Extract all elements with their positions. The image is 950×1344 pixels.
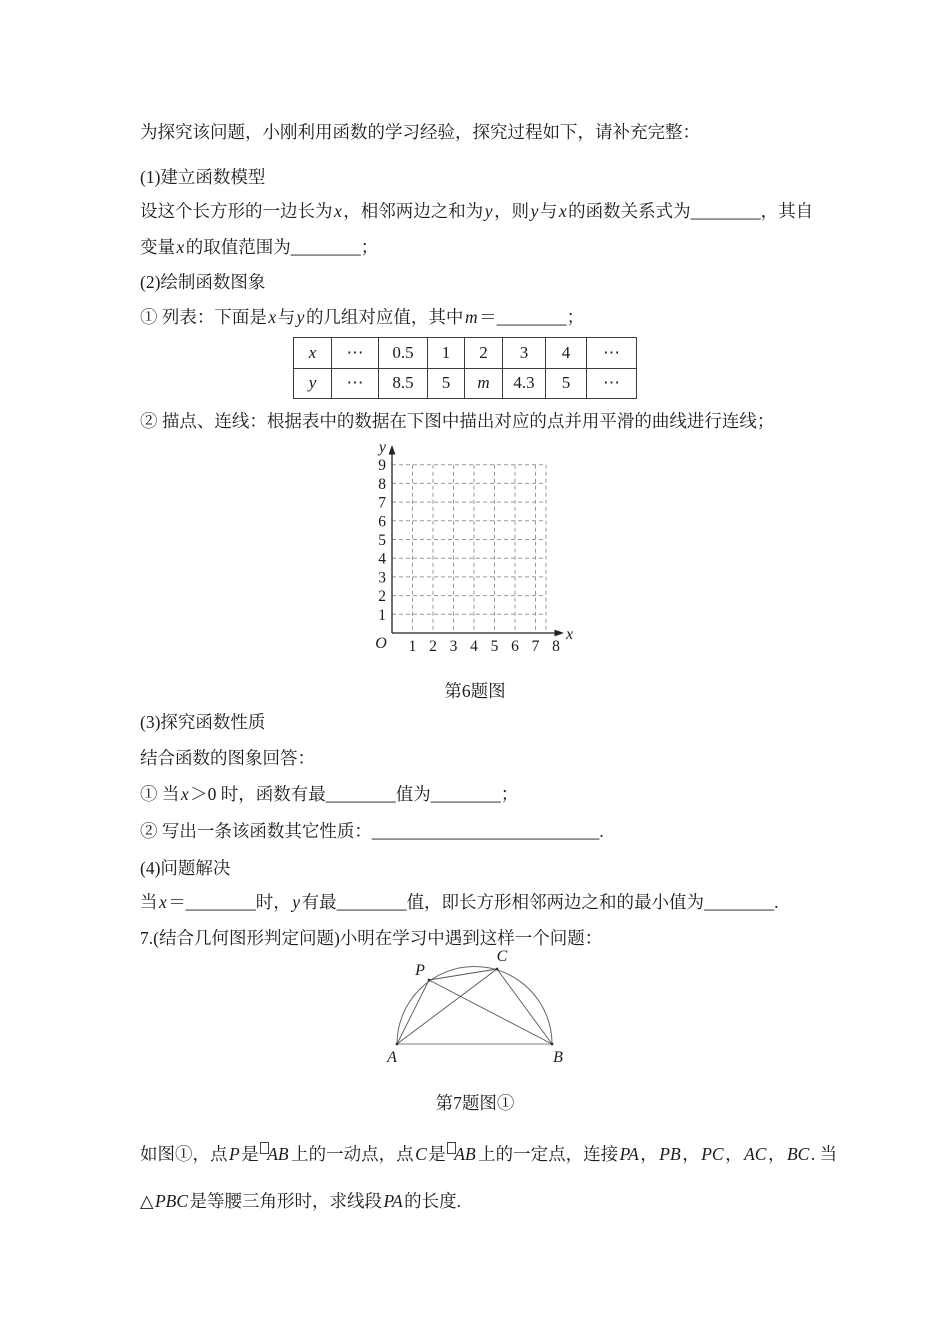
label-A: A (387, 1049, 397, 1066)
text-run: 的函数关系式为 (568, 201, 691, 221)
blank-field: __________________________ (371, 821, 600, 841)
text-run: ② 描点、连线：根据表中的数据在下图中描出对应的点并用平滑的曲线进行连线； (140, 411, 775, 431)
text-run: ② 写出一条该函数其它性质： (140, 821, 372, 841)
math-variable: x (159, 892, 167, 912)
y-cell: 5 (546, 368, 587, 399)
text-run: ＝ (168, 892, 186, 912)
point-C (496, 968, 499, 971)
axes (392, 449, 560, 633)
label-P: P (415, 962, 425, 979)
text-run: (1)建立函数模型 (140, 167, 266, 187)
x-tick: 7 (531, 638, 540, 655)
text-run: . 当 (810, 1144, 838, 1164)
text-run: 结合函数的图象回答： (140, 748, 315, 768)
point-A (396, 1043, 399, 1046)
segment-PB (429, 980, 552, 1044)
y-tick-labels (378, 457, 386, 624)
text-run: 有最 (301, 892, 337, 912)
y-cell-m: m (465, 368, 503, 399)
segment-BC (497, 969, 552, 1044)
text-run: 是 (428, 1144, 446, 1164)
math-variable: PB (659, 1144, 681, 1164)
text-run: 值，即长方形相邻两边之和的最小值为 (406, 892, 705, 912)
property-line-2 (140, 821, 604, 843)
text-run: ① 当 (140, 784, 180, 804)
text-run: ，其自 (760, 201, 814, 221)
x-tick: 2 (429, 638, 437, 655)
circle-svg (350, 948, 620, 1078)
x-cell: 2 (465, 338, 503, 369)
x-tick: 8 (552, 638, 560, 655)
math-variable: AC (744, 1144, 767, 1164)
y-cell: 8.5 (379, 368, 428, 399)
part3-heading (140, 712, 265, 734)
question7-body-1 (140, 1142, 837, 1166)
text-run: 变量 (140, 237, 175, 257)
x-cell: 3 (503, 338, 546, 369)
part4-heading (140, 858, 230, 880)
y-tick: 6 (378, 513, 386, 531)
math-variable: x (176, 237, 185, 257)
x-axis-arrow-icon (555, 630, 565, 637)
x-tick-labels (409, 638, 561, 655)
text-run: ＝ (479, 307, 497, 327)
math-variable: PC (701, 1144, 724, 1164)
list-step-line (140, 307, 584, 329)
y-axis-arrow-icon (389, 445, 396, 455)
math-variable: m (464, 307, 478, 327)
figure7-caption: 第7题图① (435, 1093, 515, 1113)
grid-svg (356, 436, 586, 668)
text-run: ，则 (494, 201, 530, 221)
question7-intro (140, 928, 602, 950)
text-run: (4)问题解决 (140, 858, 231, 878)
xy-value-table (293, 337, 637, 399)
text-run: 时， (255, 892, 291, 912)
text-run: 为探究该问题，小刚利用函数的学习经验，探究过程如下，请补充完整： (140, 122, 700, 142)
x-cell: ⋯ (587, 338, 637, 369)
text-run: . (599, 821, 604, 841)
arc-AB-notation (446, 1142, 478, 1166)
text-run: (2)绘制函数图象 (140, 272, 266, 292)
grid-dashed-lines (392, 465, 546, 633)
math-variable: x (180, 784, 189, 804)
point-P (428, 979, 431, 982)
question7-body-2 (140, 1191, 461, 1213)
text-run: ，相邻两边之和为 (343, 201, 484, 221)
text-run: 是 (241, 1144, 259, 1164)
part1-heading (140, 167, 265, 189)
intro-line (140, 122, 700, 144)
segment-PA (397, 980, 429, 1044)
label-B: B (553, 1049, 563, 1066)
model-line-2 (140, 237, 378, 259)
x-tick: 1 (408, 638, 417, 655)
blank-field: ________ (185, 892, 256, 912)
x-tick: 5 (490, 638, 499, 655)
math-variable: y (530, 201, 539, 221)
text-run: 与 (277, 307, 296, 327)
math-variable: P (229, 1144, 240, 1164)
text-run: 是等腰三角形时，求线段 (189, 1191, 383, 1211)
text-run: 上的一动点，点 (291, 1144, 414, 1164)
blank-field: ________ (325, 784, 396, 804)
x-cell: 1 (428, 338, 465, 369)
origin-label: O (375, 635, 387, 652)
property-line-1 (140, 784, 518, 806)
math-variable: y (296, 307, 305, 327)
math-variable: PA (619, 1144, 639, 1164)
text-run: . (774, 892, 779, 912)
text-run: 的长度. (404, 1191, 462, 1211)
text-run: ， (725, 1144, 743, 1164)
x-axis-label: x (566, 626, 574, 643)
text-run: 上的一定点，连接 (478, 1144, 619, 1164)
text-run: 与 (539, 201, 558, 221)
y-tick: 1 (378, 606, 386, 624)
text-run: 值为 (395, 784, 431, 804)
y-tick: 2 (378, 588, 386, 606)
segment-AC (397, 969, 497, 1044)
x-cell: 0.5 (379, 338, 428, 369)
text-run: ， (682, 1144, 700, 1164)
x-cell: ⋯ (332, 338, 379, 369)
y-cell: ⋯ (587, 368, 637, 399)
table-row-x (294, 338, 637, 369)
model-line-1 (140, 201, 813, 223)
x-tick: 4 (470, 638, 478, 655)
label-C: C (496, 948, 508, 965)
text-run: ， (640, 1144, 658, 1164)
text-run: ； (566, 307, 585, 327)
x-tick: 3 (449, 638, 458, 655)
y-cell: ⋯ (332, 368, 379, 399)
vertex-dots (396, 968, 554, 1046)
text-run: 的几组对应值，其中 (305, 307, 464, 327)
math-variable: y (484, 201, 493, 221)
blank-field: ________ (690, 201, 761, 221)
text-run: (3)探究函数性质 (140, 712, 266, 732)
point-B (551, 1043, 554, 1046)
math-variable: C (415, 1144, 427, 1164)
x-header-cell: x (294, 338, 332, 369)
text-run: ； (360, 237, 379, 257)
text-run: ① 列表：下面是 (140, 307, 267, 327)
y-tick: 4 (378, 550, 386, 568)
text-run: ＞0 时，函数有最 (190, 784, 326, 804)
circle-figure (350, 948, 620, 1083)
text-run: 如图①，点 (140, 1144, 228, 1164)
x-cell: 4 (546, 338, 587, 369)
text-run: 7.(结合几何图形判定问题)小明在学习中遇到这样一个问题： (140, 928, 603, 948)
figure6-caption: 第6题图 (444, 681, 506, 701)
y-tick: 8 (378, 475, 386, 493)
answer-prompt-line (140, 748, 315, 770)
segments-group (397, 969, 552, 1044)
arc-AB-notation (259, 1142, 291, 1166)
math-variable: AB (454, 1144, 476, 1164)
math-variable: x (268, 307, 277, 327)
text-run: △ (140, 1191, 154, 1211)
math-variable: BC (786, 1144, 810, 1164)
text-run: 当 (140, 892, 158, 912)
blank-field: ________ (430, 784, 501, 804)
y-cell: 4.3 (503, 368, 546, 399)
plot-step-line (140, 411, 774, 433)
math-variable: x (334, 201, 342, 221)
math-variable: PBC (154, 1191, 189, 1211)
y-tick: 3 (378, 569, 386, 587)
y-tick: 5 (378, 532, 386, 549)
text-run: 的取值范围为 (185, 237, 291, 257)
blank-field: ________ (704, 892, 775, 912)
blank-field: ________ (290, 237, 361, 257)
math-variable: y (292, 892, 301, 912)
coordinate-grid-figure (356, 436, 586, 673)
y-tick: 9 (378, 457, 386, 475)
x-tick: 6 (511, 638, 519, 655)
text-run: ， (767, 1144, 786, 1164)
math-variable: x (558, 201, 567, 221)
y-header-cell: y (294, 368, 332, 399)
text-run: ； (500, 784, 519, 804)
math-variable: AB (267, 1144, 289, 1164)
math-variable: PA (383, 1191, 403, 1211)
y-tick: 7 (378, 494, 386, 512)
y-cell: 5 (428, 368, 465, 399)
blank-field: ________ (336, 892, 407, 912)
solution-line (140, 892, 778, 914)
text-run: 设这个长方形的一边长为 (140, 201, 333, 221)
part2-heading (140, 272, 265, 294)
table-row-y (294, 368, 637, 399)
y-axis-label: y (378, 439, 386, 456)
blank-field: ________ (496, 307, 567, 327)
